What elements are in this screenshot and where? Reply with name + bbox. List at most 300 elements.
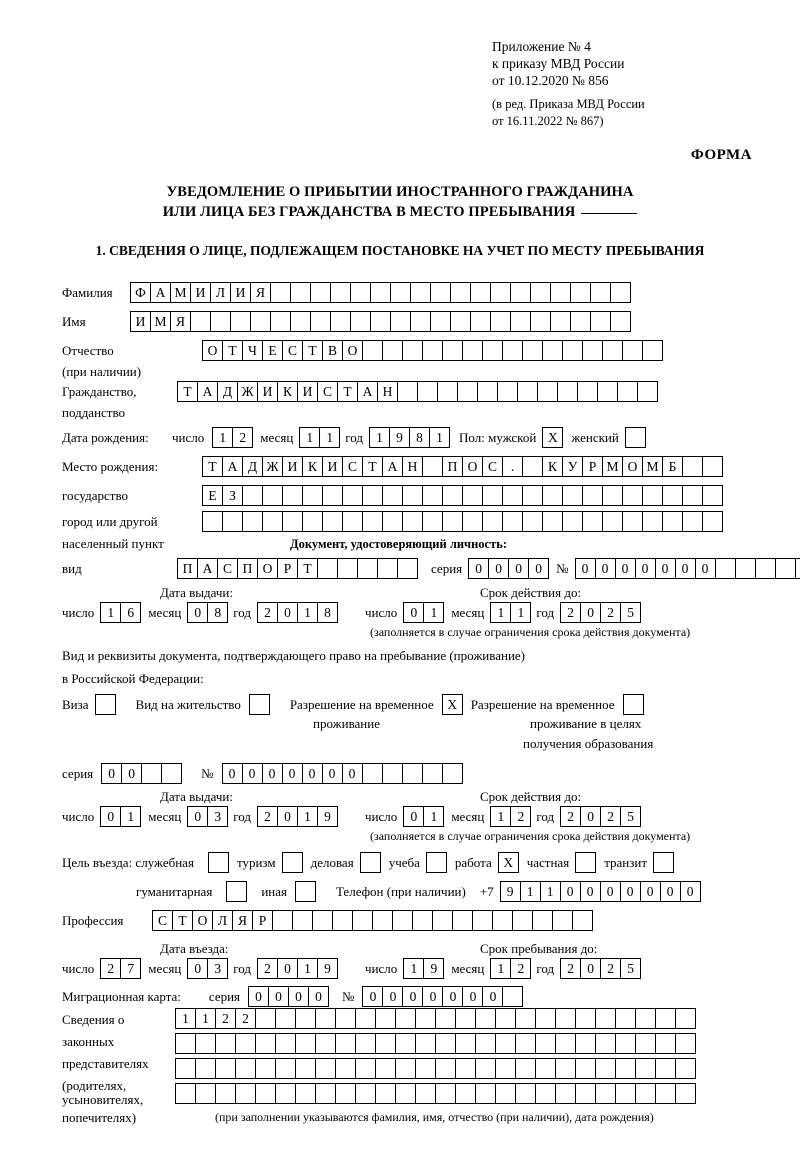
form-cell[interactable] [342, 485, 363, 506]
form-cell[interactable] [202, 511, 223, 532]
form-cell[interactable] [470, 311, 491, 332]
form-cell[interactable] [615, 1008, 636, 1029]
form-cell[interactable]: 8 [207, 602, 228, 623]
form-cell[interactable] [315, 1083, 336, 1104]
form-cell[interactable]: 0 [580, 806, 601, 827]
birthplace-input-1[interactable] [202, 456, 722, 477]
form-cell[interactable] [175, 1033, 196, 1054]
form-cell[interactable]: 1 [540, 881, 561, 902]
form-cell[interactable] [272, 910, 293, 931]
form-cell[interactable]: 0 [100, 806, 121, 827]
form-cell[interactable] [390, 282, 411, 303]
form-cell[interactable] [642, 340, 663, 361]
form-cell[interactable] [422, 340, 443, 361]
form-cell[interactable]: Ф [130, 282, 151, 303]
form-cell[interactable]: О [342, 340, 363, 361]
migration-card-number-input[interactable] [362, 986, 522, 1007]
form-cell[interactable]: В [322, 340, 343, 361]
form-cell[interactable]: К [277, 381, 298, 402]
form-cell[interactable]: А [150, 282, 171, 303]
form-cell[interactable] [342, 511, 363, 532]
form-cell[interactable]: 3 [207, 806, 228, 827]
form-cell[interactable]: Я [250, 282, 271, 303]
form-cell[interactable] [250, 311, 271, 332]
form-cell[interactable]: 0 [640, 881, 661, 902]
permit-issue-day-input[interactable] [100, 806, 140, 827]
form-cell[interactable] [510, 311, 531, 332]
form-cell[interactable] [270, 282, 291, 303]
form-cell[interactable] [575, 1008, 596, 1029]
form-cell[interactable] [255, 1008, 276, 1029]
form-cell[interactable] [622, 511, 643, 532]
form-cell[interactable] [330, 311, 351, 332]
form-cell[interactable] [442, 511, 463, 532]
form-cell[interactable]: Е [262, 340, 283, 361]
form-cell[interactable] [370, 282, 391, 303]
form-cell[interactable] [430, 282, 451, 303]
form-cell[interactable] [575, 1058, 596, 1079]
form-cell[interactable]: 1 [520, 881, 541, 902]
form-cell[interactable]: Е [202, 485, 223, 506]
form-cell[interactable]: 0 [680, 881, 701, 902]
form-cell[interactable]: 0 [660, 881, 681, 902]
form-cell[interactable] [362, 763, 383, 784]
form-cell[interactable] [490, 311, 511, 332]
form-cell[interactable] [390, 311, 411, 332]
representatives-input-3[interactable] [175, 1058, 695, 1079]
form-cell[interactable] [355, 1008, 376, 1029]
form-cell[interactable] [550, 311, 571, 332]
entry-year-input[interactable] [257, 958, 337, 979]
form-cell[interactable] [515, 1008, 536, 1029]
form-cell[interactable] [215, 1058, 236, 1079]
form-cell[interactable]: И [297, 381, 318, 402]
form-cell[interactable]: 0 [322, 763, 343, 784]
form-cell[interactable]: Т [177, 381, 198, 402]
form-cell[interactable] [655, 1058, 676, 1079]
stay-day-input[interactable] [403, 958, 443, 979]
form-cell[interactable] [675, 1033, 696, 1054]
stay-month-input[interactable] [490, 958, 530, 979]
form-cell[interactable]: 2 [257, 602, 278, 623]
form-cell[interactable]: 0 [462, 986, 483, 1007]
permit-valid-year-input[interactable] [560, 806, 640, 827]
residence-permit-checkbox[interactable] [249, 694, 270, 715]
form-cell[interactable] [590, 282, 611, 303]
form-cell[interactable] [457, 381, 478, 402]
form-cell[interactable]: 5 [620, 602, 641, 623]
form-cell[interactable] [570, 282, 591, 303]
form-cell[interactable] [235, 1058, 256, 1079]
form-cell[interactable] [310, 311, 331, 332]
form-cell[interactable]: 2 [215, 1008, 236, 1029]
form-cell[interactable] [355, 1083, 376, 1104]
form-cell[interactable] [550, 282, 571, 303]
form-cell[interactable] [635, 1058, 656, 1079]
form-cell[interactable] [242, 511, 263, 532]
form-cell[interactable] [355, 1058, 376, 1079]
form-cell[interactable]: 0 [600, 881, 621, 902]
form-cell[interactable]: П [442, 456, 463, 477]
form-cell[interactable]: С [282, 340, 303, 361]
form-cell[interactable] [715, 558, 736, 579]
form-cell[interactable]: М [170, 282, 191, 303]
form-cell[interactable]: И [230, 282, 251, 303]
form-cell[interactable] [542, 511, 563, 532]
form-cell[interactable] [415, 1033, 436, 1054]
form-cell[interactable] [755, 558, 776, 579]
form-cell[interactable] [512, 910, 533, 931]
form-cell[interactable]: 1 [369, 427, 390, 448]
form-cell[interactable] [462, 340, 483, 361]
migration-card-series-input[interactable] [248, 986, 328, 1007]
form-cell[interactable] [222, 511, 243, 532]
form-cell[interactable]: С [342, 456, 363, 477]
form-cell[interactable]: 2 [600, 806, 621, 827]
form-cell[interactable] [735, 558, 756, 579]
form-cell[interactable] [435, 1033, 456, 1054]
form-cell[interactable] [482, 511, 503, 532]
stay-year-input[interactable] [560, 958, 640, 979]
form-cell[interactable] [275, 1033, 296, 1054]
form-cell[interactable]: З [222, 485, 243, 506]
form-cell[interactable] [517, 381, 538, 402]
form-cell[interactable] [175, 1083, 196, 1104]
form-cell[interactable] [622, 485, 643, 506]
form-cell[interactable] [315, 1033, 336, 1054]
form-cell[interactable]: 0 [580, 958, 601, 979]
form-cell[interactable] [615, 1058, 636, 1079]
form-cell[interactable] [410, 282, 431, 303]
identity-issue-year-input[interactable] [257, 602, 337, 623]
form-cell[interactable] [262, 511, 283, 532]
form-cell[interactable]: 0 [277, 958, 298, 979]
form-cell[interactable] [602, 485, 623, 506]
form-cell[interactable] [595, 1058, 616, 1079]
form-cell[interactable] [430, 311, 451, 332]
form-cell[interactable] [455, 1083, 476, 1104]
form-cell[interactable]: А [357, 381, 378, 402]
form-cell[interactable]: 0 [403, 806, 424, 827]
form-cell[interactable]: 0 [595, 558, 616, 579]
form-cell[interactable] [617, 381, 638, 402]
permit-valid-month-input[interactable] [490, 806, 530, 827]
form-cell[interactable]: И [130, 311, 151, 332]
profession-input[interactable] [152, 910, 592, 931]
form-cell[interactable] [475, 1058, 496, 1079]
form-cell[interactable] [350, 311, 371, 332]
form-cell[interactable]: 2 [257, 958, 278, 979]
form-cell[interactable] [470, 282, 491, 303]
permit-issue-month-input[interactable] [187, 806, 227, 827]
form-cell[interactable]: К [302, 456, 323, 477]
form-cell[interactable] [355, 1033, 376, 1054]
identity-number-input[interactable] [575, 558, 800, 579]
purpose-private-checkbox[interactable] [575, 852, 596, 873]
form-cell[interactable]: 1 [423, 602, 444, 623]
form-cell[interactable] [675, 1083, 696, 1104]
form-cell[interactable]: 0 [615, 558, 636, 579]
form-cell[interactable] [235, 1033, 256, 1054]
identity-valid-year-input[interactable] [560, 602, 640, 623]
representatives-input-2[interactable] [175, 1033, 695, 1054]
form-cell[interactable]: 0 [403, 602, 424, 623]
form-cell[interactable]: 1 [403, 958, 424, 979]
birth-month-input[interactable] [299, 427, 339, 448]
form-cell[interactable] [597, 381, 618, 402]
form-cell[interactable] [590, 311, 611, 332]
form-cell[interactable]: 9 [317, 806, 338, 827]
form-cell[interactable] [542, 340, 563, 361]
form-cell[interactable] [475, 1083, 496, 1104]
form-cell[interactable]: 0 [121, 763, 142, 784]
form-cell[interactable] [442, 763, 463, 784]
permit-issue-year-input[interactable] [257, 806, 337, 827]
form-cell[interactable] [555, 1033, 576, 1054]
birthplace-input-2[interactable] [202, 485, 722, 506]
form-cell[interactable] [570, 311, 591, 332]
form-cell[interactable] [450, 282, 471, 303]
form-cell[interactable] [335, 1083, 356, 1104]
form-cell[interactable] [242, 485, 263, 506]
form-cell[interactable]: Р [252, 910, 273, 931]
form-cell[interactable] [602, 340, 623, 361]
phone-input[interactable] [500, 881, 700, 902]
form-cell[interactable] [332, 910, 353, 931]
form-cell[interactable]: И [190, 282, 211, 303]
form-cell[interactable] [292, 910, 313, 931]
form-cell[interactable] [675, 1008, 696, 1029]
form-cell[interactable]: 1 [490, 958, 511, 979]
form-cell[interactable]: 0 [675, 558, 696, 579]
form-cell[interactable]: И [322, 456, 343, 477]
form-cell[interactable] [422, 456, 443, 477]
form-cell[interactable] [637, 381, 658, 402]
form-cell[interactable] [310, 282, 331, 303]
form-cell[interactable]: Л [212, 910, 233, 931]
form-cell[interactable] [442, 340, 463, 361]
form-cell[interactable]: 0 [442, 986, 463, 1007]
form-cell[interactable] [795, 558, 800, 579]
form-cell[interactable]: 0 [248, 986, 269, 1007]
form-cell[interactable] [655, 1008, 676, 1029]
form-cell[interactable]: Я [170, 311, 191, 332]
permit-valid-day-input[interactable] [403, 806, 443, 827]
form-cell[interactable]: 2 [560, 806, 581, 827]
form-cell[interactable] [437, 381, 458, 402]
representatives-input-4[interactable] [175, 1083, 695, 1104]
representatives-input-1[interactable] [175, 1008, 695, 1029]
form-cell[interactable] [255, 1033, 276, 1054]
form-cell[interactable] [215, 1033, 236, 1054]
form-cell[interactable] [655, 1033, 676, 1054]
form-cell[interactable] [495, 1008, 516, 1029]
form-cell[interactable] [575, 1033, 596, 1054]
education-permit-checkbox[interactable] [623, 694, 644, 715]
form-cell[interactable]: Я [232, 910, 253, 931]
form-cell[interactable] [275, 1083, 296, 1104]
form-cell[interactable]: И [257, 381, 278, 402]
form-cell[interactable] [210, 311, 231, 332]
form-cell[interactable] [402, 511, 423, 532]
form-cell[interactable]: Ж [237, 381, 258, 402]
entry-day-input[interactable] [100, 958, 140, 979]
form-cell[interactable] [482, 340, 503, 361]
form-cell[interactable] [542, 485, 563, 506]
purpose-other-checkbox[interactable] [295, 881, 316, 902]
form-cell[interactable] [141, 763, 162, 784]
form-cell[interactable]: 9 [389, 427, 410, 448]
form-cell[interactable]: 0 [560, 881, 581, 902]
form-cell[interactable]: 2 [100, 958, 121, 979]
form-cell[interactable] [615, 1083, 636, 1104]
form-cell[interactable]: О [202, 340, 223, 361]
form-cell[interactable]: Н [402, 456, 423, 477]
form-cell[interactable] [562, 485, 583, 506]
form-cell[interactable]: 5 [620, 958, 641, 979]
form-cell[interactable]: 0 [242, 763, 263, 784]
form-cell[interactable] [395, 1058, 416, 1079]
form-cell[interactable] [530, 282, 551, 303]
form-cell[interactable] [532, 910, 553, 931]
form-cell[interactable] [377, 558, 398, 579]
form-cell[interactable]: 2 [600, 602, 621, 623]
form-cell[interactable] [415, 1008, 436, 1029]
form-cell[interactable] [610, 311, 631, 332]
form-cell[interactable] [282, 511, 303, 532]
form-cell[interactable]: 0 [101, 763, 122, 784]
form-cell[interactable] [412, 910, 433, 931]
form-cell[interactable] [190, 311, 211, 332]
form-cell[interactable]: К [542, 456, 563, 477]
form-cell[interactable] [335, 1033, 356, 1054]
form-cell[interactable]: 0 [187, 958, 208, 979]
form-cell[interactable] [435, 1083, 456, 1104]
form-cell[interactable] [582, 485, 603, 506]
form-cell[interactable] [562, 340, 583, 361]
form-cell[interactable]: 8 [409, 427, 430, 448]
form-cell[interactable] [595, 1033, 616, 1054]
form-cell[interactable] [522, 485, 543, 506]
form-cell[interactable]: 0 [482, 986, 503, 1007]
form-cell[interactable] [322, 511, 343, 532]
form-cell[interactable]: 0 [268, 986, 289, 1007]
form-cell[interactable]: 1 [100, 602, 121, 623]
purpose-official-checkbox[interactable] [208, 852, 229, 873]
form-cell[interactable]: 6 [120, 602, 141, 623]
form-cell[interactable] [195, 1058, 216, 1079]
form-cell[interactable] [352, 910, 373, 931]
form-cell[interactable] [515, 1058, 536, 1079]
form-cell[interactable] [315, 1008, 336, 1029]
form-cell[interactable] [662, 485, 683, 506]
form-cell[interactable]: Н [377, 381, 398, 402]
identity-series-input[interactable] [468, 558, 548, 579]
form-cell[interactable]: 1 [212, 427, 233, 448]
form-cell[interactable]: 0 [282, 763, 303, 784]
form-cell[interactable] [375, 1008, 396, 1029]
permit-series-input[interactable] [101, 763, 181, 784]
form-cell[interactable]: Т [297, 558, 318, 579]
form-cell[interactable] [495, 1083, 516, 1104]
form-cell[interactable]: 2 [232, 427, 253, 448]
form-cell[interactable] [337, 558, 358, 579]
form-cell[interactable] [492, 910, 513, 931]
entry-month-input[interactable] [187, 958, 227, 979]
form-cell[interactable]: С [482, 456, 503, 477]
form-cell[interactable] [417, 381, 438, 402]
form-cell[interactable]: Л [210, 282, 231, 303]
form-cell[interactable]: Т [202, 456, 223, 477]
form-cell[interactable] [195, 1083, 216, 1104]
form-cell[interactable]: С [317, 381, 338, 402]
form-cell[interactable]: 0 [528, 558, 549, 579]
form-cell[interactable]: И [282, 456, 303, 477]
form-cell[interactable] [635, 1083, 656, 1104]
permit-number-input[interactable] [222, 763, 462, 784]
form-cell[interactable]: 2 [510, 806, 531, 827]
birthplace-input-3[interactable] [202, 511, 722, 532]
form-cell[interactable]: Р [582, 456, 603, 477]
form-cell[interactable] [262, 485, 283, 506]
patronymic-input[interactable] [202, 340, 662, 361]
form-cell[interactable] [535, 1083, 556, 1104]
form-cell[interactable]: 1 [510, 602, 531, 623]
form-cell[interactable] [555, 1058, 576, 1079]
form-cell[interactable]: 0 [222, 763, 243, 784]
form-cell[interactable] [410, 311, 431, 332]
form-cell[interactable] [161, 763, 182, 784]
form-cell[interactable] [495, 1033, 516, 1054]
form-cell[interactable] [682, 511, 703, 532]
form-cell[interactable] [682, 485, 703, 506]
form-cell[interactable] [195, 1033, 216, 1054]
form-cell[interactable]: 1 [120, 806, 141, 827]
form-cell[interactable] [382, 485, 403, 506]
form-cell[interactable] [275, 1008, 296, 1029]
form-cell[interactable] [642, 485, 663, 506]
form-cell[interactable] [362, 485, 383, 506]
birth-year-input[interactable] [369, 427, 449, 448]
identity-valid-month-input[interactable] [490, 602, 530, 623]
form-cell[interactable] [395, 1033, 416, 1054]
form-cell[interactable] [490, 282, 511, 303]
form-cell[interactable] [375, 1083, 396, 1104]
purpose-transit-checkbox[interactable] [653, 852, 674, 873]
form-cell[interactable]: 1 [297, 602, 318, 623]
form-cell[interactable] [522, 511, 543, 532]
form-cell[interactable]: 0 [635, 558, 656, 579]
form-cell[interactable]: 9 [423, 958, 444, 979]
form-cell[interactable] [535, 1008, 556, 1029]
form-cell[interactable]: О [462, 456, 483, 477]
form-cell[interactable] [315, 1058, 336, 1079]
form-cell[interactable]: 9 [500, 881, 521, 902]
form-cell[interactable] [642, 511, 663, 532]
identity-valid-day-input[interactable] [403, 602, 443, 623]
form-cell[interactable]: А [222, 456, 243, 477]
form-cell[interactable] [402, 763, 423, 784]
form-cell[interactable]: 1 [299, 427, 320, 448]
form-cell[interactable]: 2 [600, 958, 621, 979]
form-cell[interactable] [302, 511, 323, 532]
form-cell[interactable] [392, 910, 413, 931]
form-cell[interactable]: 1 [429, 427, 450, 448]
form-cell[interactable] [397, 381, 418, 402]
form-cell[interactable] [397, 558, 418, 579]
form-cell[interactable] [702, 456, 723, 477]
form-cell[interactable] [502, 485, 523, 506]
